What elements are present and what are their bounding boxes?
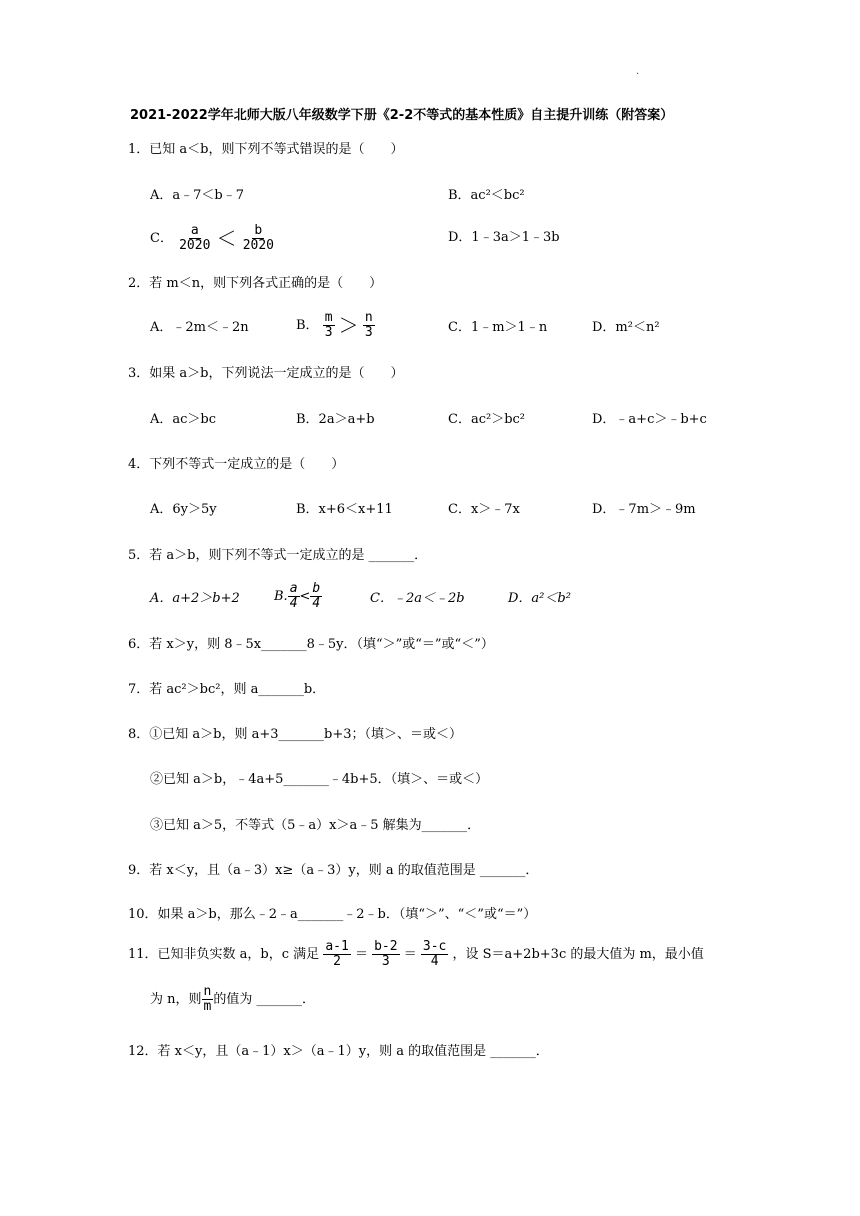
denominator: m [203, 999, 212, 1014]
numerator: a [289, 581, 298, 596]
question-8-part-1: 8．①已知 a＞b，则 a+3_______b+3；（填＞、＝或＜） [128, 727, 463, 742]
question-2-option-c: C．1﹣m＞1﹣n [448, 320, 548, 335]
question-2-option-d: D．m²＜n² [592, 320, 660, 335]
question-8-part-3: ③已知 a＞5，不等式（5﹣a）x＞a﹣5 解集为_______． [150, 818, 481, 833]
question-1-option-d: D．1﹣3a＞1﹣3b [448, 230, 560, 245]
option-label: C． [150, 231, 173, 246]
numerator: n [364, 310, 373, 325]
question-3-stem: 3．如果 a＞b，下列说法一定成立的是（ ） [128, 366, 404, 381]
denominator: 3 [364, 325, 373, 340]
document-title: 2021-2022学年北师大版八年级数学下册《2-2不等式的基本性质》自主提升训练（附答案） [130, 108, 674, 123]
question-5-stem: 5．若 a＞b，则下列不等式一定成立的是 _______． [128, 548, 428, 563]
question-12: 12．若 x＜y，且（a﹣1）x＞（a﹣1）y，则 a 的取值范围是 _______． [128, 1044, 549, 1059]
question-1-stem: 1．已知 a＜b，则下列不等式错误的是（ ） [128, 142, 404, 157]
denominator: 3 [381, 954, 390, 969]
question-5-option-c: C．﹣2a＜﹣2b [370, 591, 465, 606]
question-4-stem: 4．下列不等式一定成立的是（ ） [128, 457, 345, 472]
numerator: n [203, 984, 212, 999]
question-11-line-1 [128, 940, 704, 969]
fraction [310, 582, 322, 611]
question-8-part-2: ②已知 a＞b，﹣4a+5_______﹣4b+5．（填＞、＝或＜） [150, 772, 489, 787]
question-4-option-a: A．6y＞5y [150, 502, 217, 517]
question-1-option-b: B．ac²＜bc² [448, 188, 525, 203]
question-1-option-c [150, 224, 276, 253]
question-3-option-a: A．ac＞bc [150, 412, 217, 427]
numerator: a [190, 223, 199, 238]
question-2-stem: 2．若 m＜n，则下列各式正确的是（ ） [128, 276, 383, 291]
numerator: b-2 [374, 939, 398, 954]
denominator: 4 [430, 954, 439, 969]
question-11-prefix: 11．已知非负实数 a，b，c 满足 [128, 947, 320, 962]
numerator: a-1 [325, 939, 349, 954]
question-4-option-b: B．x+6＜x+11 [296, 502, 393, 517]
question-3-option-d: D．﹣a+c＞﹣b+c [592, 412, 707, 427]
fraction [202, 985, 214, 1014]
fraction [363, 311, 375, 340]
question-5-option-d: D．a²＜b² [508, 591, 571, 606]
numerator: b [254, 223, 263, 238]
question-7: 7．若 ac²＞bc²，则 a_______b． [128, 682, 326, 697]
question-5-option-b [274, 582, 322, 611]
relation-sign: ＞ [338, 313, 359, 338]
fraction [288, 582, 300, 611]
question-4-option-c: C．x＞﹣7x [448, 502, 520, 517]
header-mark: . [636, 66, 640, 77]
question-9: 9．若 x＜y，且（a﹣3）x≥（a﹣3）y，则 a 的取值范围是 _______． [128, 863, 539, 878]
question-11-suffix: ，设 S＝a+2b+3c 的最大值为 m，最小值 [452, 947, 704, 962]
relation-sign: ＜ [216, 226, 237, 251]
question-11-line-2-suffix: 的值为 _______． [213, 992, 315, 1007]
denominator: 2020 [179, 238, 211, 253]
fraction [421, 940, 448, 969]
denominator: 4 [289, 596, 298, 611]
question-3-option-c: C．ac²＞bc² [448, 412, 526, 427]
fraction [323, 311, 335, 340]
denominator: 4 [312, 596, 321, 611]
question-1-option-a: A．a﹣7＜b﹣7 [150, 188, 245, 203]
relation-sign: < [299, 589, 311, 604]
option-label: B. [274, 589, 288, 604]
denominator: 3 [324, 325, 333, 340]
fraction [241, 224, 276, 253]
question-11-line-2 [150, 985, 315, 1014]
fraction [323, 940, 350, 969]
question-6: 6．若 x＞y，则 8﹣5x_______8﹣5y．（填“＞”或“＝”或“＜”） [128, 637, 494, 652]
numerator: 3-c [422, 939, 447, 954]
question-10: 10．如果 a＞b，那么﹣2﹣a_______﹣2﹣b．（填“＞”、“＜”或“＝”） [128, 907, 537, 922]
numerator: m [324, 310, 333, 325]
fraction [372, 940, 399, 969]
question-4-option-d: D．﹣7m＞﹣9m [592, 502, 696, 517]
numerator: b [312, 581, 321, 596]
equals-sign: ＝ [403, 947, 417, 962]
option-label: B． [296, 318, 319, 333]
question-3-option-b: B．2a＞a+b [296, 412, 375, 427]
denominator: 2 [333, 954, 341, 969]
denominator: 2020 [242, 238, 274, 253]
question-5-option-a: A．a+2＞b+2 [150, 591, 240, 606]
question-2-option-b [296, 311, 375, 340]
question-11-line-2-prefix: 为 n，则 [150, 992, 202, 1007]
equals-sign: ＝ [354, 947, 368, 962]
question-2-option-a: A．﹣2m＜﹣2n [150, 320, 249, 335]
fraction [177, 224, 212, 253]
